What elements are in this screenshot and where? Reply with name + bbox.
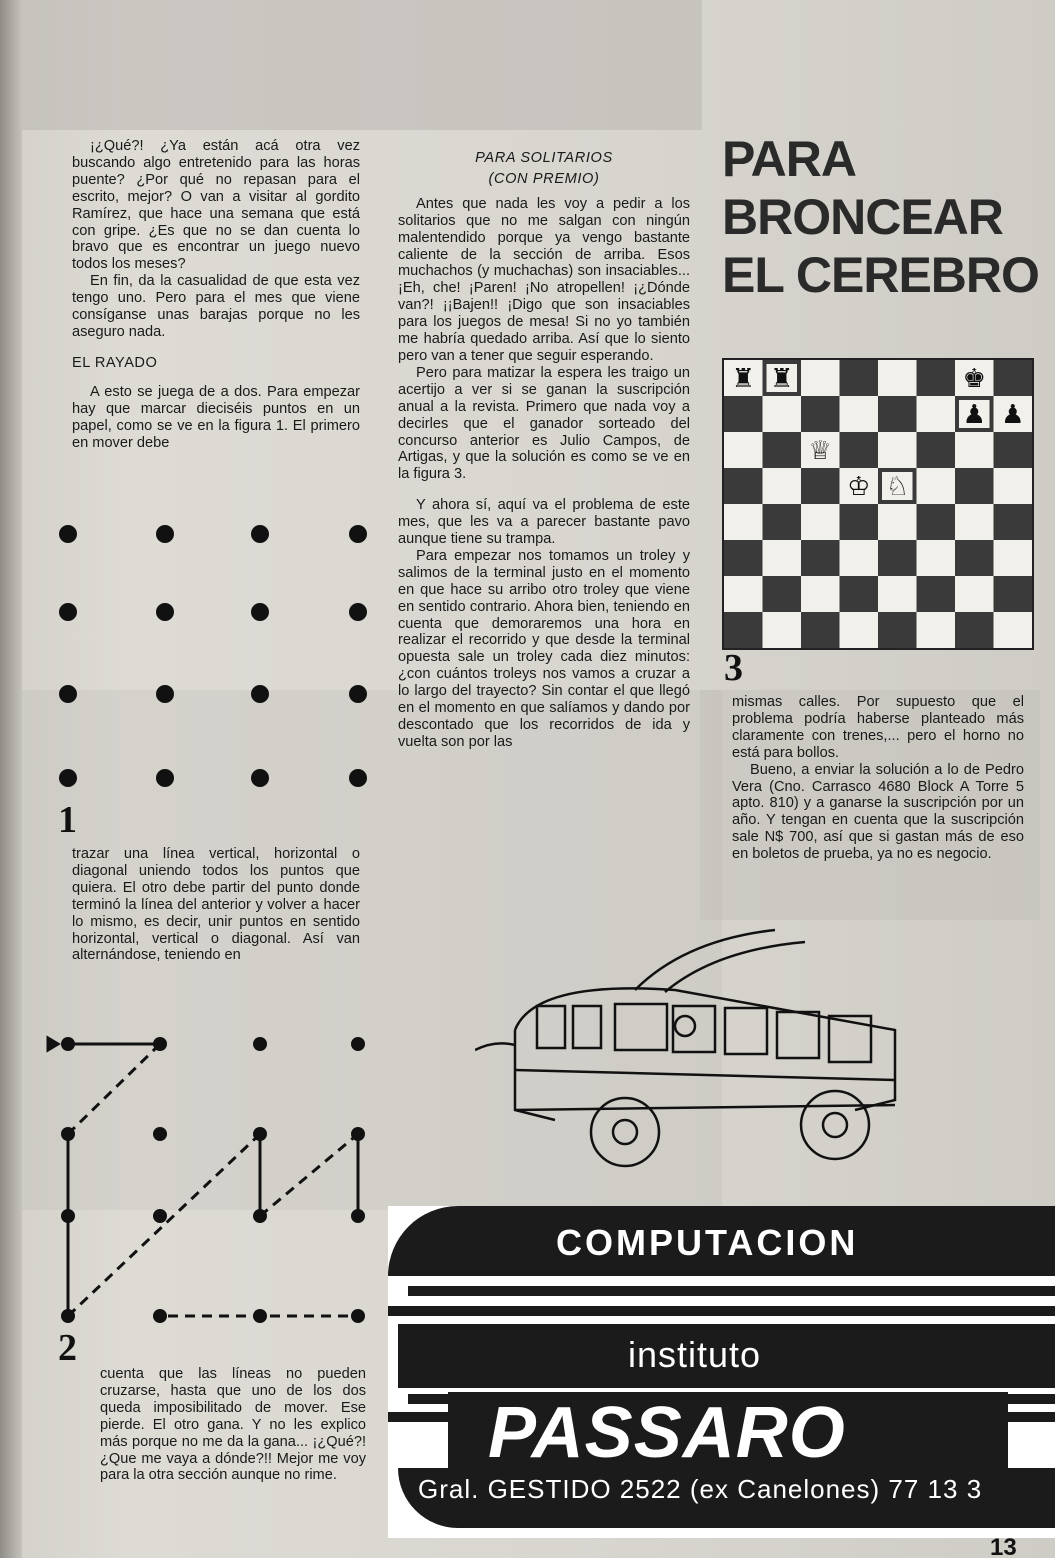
chess-piece: ♚ <box>962 364 986 394</box>
chess-square <box>955 612 994 648</box>
chess-square <box>840 396 879 432</box>
grid-dot <box>59 525 77 543</box>
grid-dot <box>253 1037 267 1051</box>
grid-dot <box>251 603 269 621</box>
chess-board-figure-3 <box>722 358 1034 650</box>
chess-square <box>917 432 956 468</box>
chess-square <box>994 612 1033 648</box>
section-subheading-con-premio: (CON PREMIO) <box>488 170 600 187</box>
chess-square <box>840 612 879 648</box>
chess-square <box>840 576 879 612</box>
chess-square <box>801 612 840 648</box>
column-3 <box>732 694 1024 863</box>
advertisement-passaro <box>388 1206 1055 1538</box>
grid-dot <box>251 525 269 543</box>
chess-square <box>840 504 879 540</box>
grid-dot <box>156 525 174 543</box>
chess-piece: ♜ <box>770 364 794 394</box>
chess-square <box>994 468 1033 504</box>
section-heading-para-solitarios: PARA SOLITARIOS <box>475 150 613 166</box>
grid-dot <box>251 769 269 787</box>
grid-dot <box>59 685 77 703</box>
chess-square <box>763 396 802 432</box>
chess-board-svg <box>724 360 1032 648</box>
chess-square <box>917 540 956 576</box>
rules-paragraph-1: A esto se juega de a dos. Para empezar hay que marcar dieciséis puntos en un papel, como se ve en la figura 1. El primero en mover debe <box>72 383 360 451</box>
title-line-2: BRONCEAR <box>722 189 1003 245</box>
grid-dot <box>61 1209 75 1223</box>
chess-piece: ♜ <box>731 364 755 394</box>
solution-paragraph-1: mismas calles. Por supuesto que el problema podría haberse planteado más claramente con trenes,... pero el horno no está para bollos. <box>732 694 1024 761</box>
grid-dot <box>251 685 269 703</box>
grid-dot <box>351 1209 365 1223</box>
grid-dot <box>156 603 174 621</box>
chess-piece: ♘ <box>885 472 909 502</box>
chess-square <box>917 612 956 648</box>
ad-line-passaro: PASSARO <box>488 1393 846 1473</box>
intro-paragraph: ¡¿Qué?! ¿Ya están acá otra vez buscando algo entretenido para las horas puente? ¿Por qué no repasan para el escrito, mejor? O van a visitar al gordito Ramírez, que hace una semana que está con gripe. ¿Es que no se dan cuenta lo bravo que es encontrar un juego nuevo todos los meses? <box>72 138 360 273</box>
chess-square <box>724 576 763 612</box>
chess-square <box>724 504 763 540</box>
chess-square <box>917 504 956 540</box>
puzzle-paragraph-4: Para empezar nos tomamos un troley y salimos de la terminal justo en el momento en que hace su arribo otro troley que viene en sentido contrario. Ahora bien, teniendo en cuenta que demoraremos una hora en realizar el recorrido y que desde la terminal opuesta sale un troley cada diez minutos: ¿con cuántos troleys nos vamos a cruzar a lo largo del trayecto? Sin contar el que llegó en el momento en que salíamos y dando por descontado que los recorridos de ida y vuelta son por las <box>398 547 690 750</box>
chess-square <box>801 540 840 576</box>
chess-square <box>917 576 956 612</box>
puzzle-paragraph-1: Antes que nada les voy a pedir a los solitarios que no me salgan con ningún malentendido porque ya vengo bastante caliente de la sección de arriba. Esos muchachos (y muchachas) son insaciables... ¡Eh, che! ¡Paren! ¡No atropellen! ¡¿Dónde van?! ¡¡Bajen!! ¡Digo que son insaciables para los juegos de mesa! Si no yo también me habría quedado arriba. Así que lo siento pero van a tener que seguir esperando. <box>398 195 690 364</box>
chess-square <box>801 396 840 432</box>
chess-piece: ♕ <box>808 436 832 466</box>
page-title <box>722 130 1042 304</box>
rules-paragraph-2: trazar una línea vertical, horizontal o diagonal uniendo todos los puntos que quiera. El otro debe partir del punto donde terminó la línea del anterior y volver a hacer lo mismo, es decir, unir puntos en sentido horizontal, vertical o diagonal. Así van alternándose, teniendo en <box>72 846 360 964</box>
chess-square <box>917 396 956 432</box>
figure-2-lines <box>40 1020 380 1330</box>
chess-square <box>955 540 994 576</box>
chess-square <box>801 360 840 396</box>
ad-line-computacion: COMPUTACION <box>556 1222 859 1263</box>
column-2 <box>398 150 690 751</box>
grid-dot <box>153 1037 167 1051</box>
chess-square <box>878 396 917 432</box>
chess-square <box>763 576 802 612</box>
chess-square <box>994 576 1033 612</box>
chess-square <box>994 540 1033 576</box>
chess-square <box>840 360 879 396</box>
grid-dot <box>156 685 174 703</box>
chess-square <box>878 540 917 576</box>
background-photo-top <box>22 0 702 130</box>
grid-dot <box>351 1309 365 1323</box>
puzzle-paragraph-2: Pero para matizar la espera les traigo un acertijo a ver si se ganan la suscripción anual a la revista. Primero que nada voy a decirles que el ganador sorteado del concurso anterior es Julio Campos, de Artigas, y que la solución es como se ve en la figura 3. <box>398 364 690 483</box>
grid-dot <box>59 769 77 787</box>
grid-dot <box>153 1209 167 1223</box>
chess-square <box>878 576 917 612</box>
chess-square <box>801 576 840 612</box>
chess-square <box>763 504 802 540</box>
chess-square <box>724 468 763 504</box>
chess-square <box>917 468 956 504</box>
chess-square <box>955 504 994 540</box>
chess-square <box>878 612 917 648</box>
chess-square <box>994 504 1033 540</box>
grid-dot <box>153 1127 167 1141</box>
grid-dot <box>253 1209 267 1223</box>
chess-piece: ♔ <box>847 472 871 502</box>
chess-square <box>801 468 840 504</box>
chess-square <box>801 504 840 540</box>
column-1-bottom <box>100 1366 366 1484</box>
chess-square <box>955 468 994 504</box>
grid-dot <box>153 1309 167 1323</box>
chess-square <box>878 504 917 540</box>
intro-paragraph-2: En fin, da la casualidad de que esta vez tengo uno. Pero para el mes que viene consíganse unas barajas porque no les aseguro nada. <box>72 273 360 340</box>
column-1-top <box>72 138 360 451</box>
grid-dot <box>349 603 367 621</box>
chess-square <box>724 612 763 648</box>
chess-square <box>955 432 994 468</box>
title-line-1: PARA <box>722 131 856 187</box>
chess-square <box>878 432 917 468</box>
solution-paragraph-2: Bueno, a enviar la solución a lo de Pedro Vera (Cno. Carrasco 4680 Block A Torre 5 apto. 810) y a ganarse la suscripción por un año. Y tengan en cuenta que la suscripción sale N$ 700, así que si gastan más de eso en boletos de prueba, ya no es negocio. <box>732 761 1024 863</box>
chess-square <box>763 540 802 576</box>
chess-piece: ♟ <box>962 400 986 430</box>
chess-square <box>878 360 917 396</box>
chess-square <box>994 432 1033 468</box>
grid-dot <box>61 1309 75 1323</box>
figure-2-number: 2 <box>58 1327 77 1369</box>
chess-square <box>763 468 802 504</box>
grid-dot <box>61 1127 75 1141</box>
ad-stripe-1 <box>408 1286 1055 1296</box>
page-number: 13 <box>990 1534 1017 1558</box>
rules-paragraph-3: cuenta que las líneas no pueden cruzarse, hasta que uno de los dos queda imposibilitado de mover. Ese pierde. El otro gana. Y no les explico más porque no me da la gana... ¡¿Qué?! ¿Que me vaya a dónde?!! Mejor me voy para la otra sección aunque no rime. <box>100 1366 366 1484</box>
chess-square <box>724 396 763 432</box>
grid-dot <box>349 525 367 543</box>
chess-square <box>763 432 802 468</box>
chess-square <box>917 360 956 396</box>
chess-square <box>724 432 763 468</box>
grid-dot <box>351 1037 365 1051</box>
ad-line-instituto: instituto <box>628 1334 762 1375</box>
chess-piece: ♟ <box>1001 400 1025 430</box>
chess-square <box>840 432 879 468</box>
chess-square <box>724 540 763 576</box>
grid-dot <box>253 1127 267 1141</box>
page-gutter <box>0 0 22 1558</box>
grid-dot <box>349 685 367 703</box>
grid-dot <box>156 769 174 787</box>
figure-1-number: 1 <box>58 799 77 841</box>
section-heading-el-rayado: EL RAYADO <box>72 354 158 371</box>
chess-square <box>994 360 1033 396</box>
grid-dot <box>351 1127 365 1141</box>
figure-3-number: 3 <box>724 647 743 689</box>
chess-square <box>955 576 994 612</box>
grid-dot <box>349 769 367 787</box>
ad-line-address: Gral. GESTIDO 2522 (ex Canelones) 77 13 3 <box>418 1474 983 1504</box>
puzzle-paragraph-3: Y ahora sí, aquí va el problema de este mes, que les va a parecer bastante pavo aunque tiene su trampa. <box>398 497 690 548</box>
chess-square <box>763 612 802 648</box>
grid-dot <box>61 1037 75 1051</box>
trolley-bus-illustration <box>475 920 935 1180</box>
grid-dot <box>59 603 77 621</box>
grid-dot <box>253 1309 267 1323</box>
chess-square <box>840 540 879 576</box>
title-line-3: EL CEREBRO <box>722 247 1039 303</box>
figure-1-dots <box>40 510 380 840</box>
column-1-mid <box>72 846 360 964</box>
ad-stripe-2 <box>388 1306 1055 1316</box>
